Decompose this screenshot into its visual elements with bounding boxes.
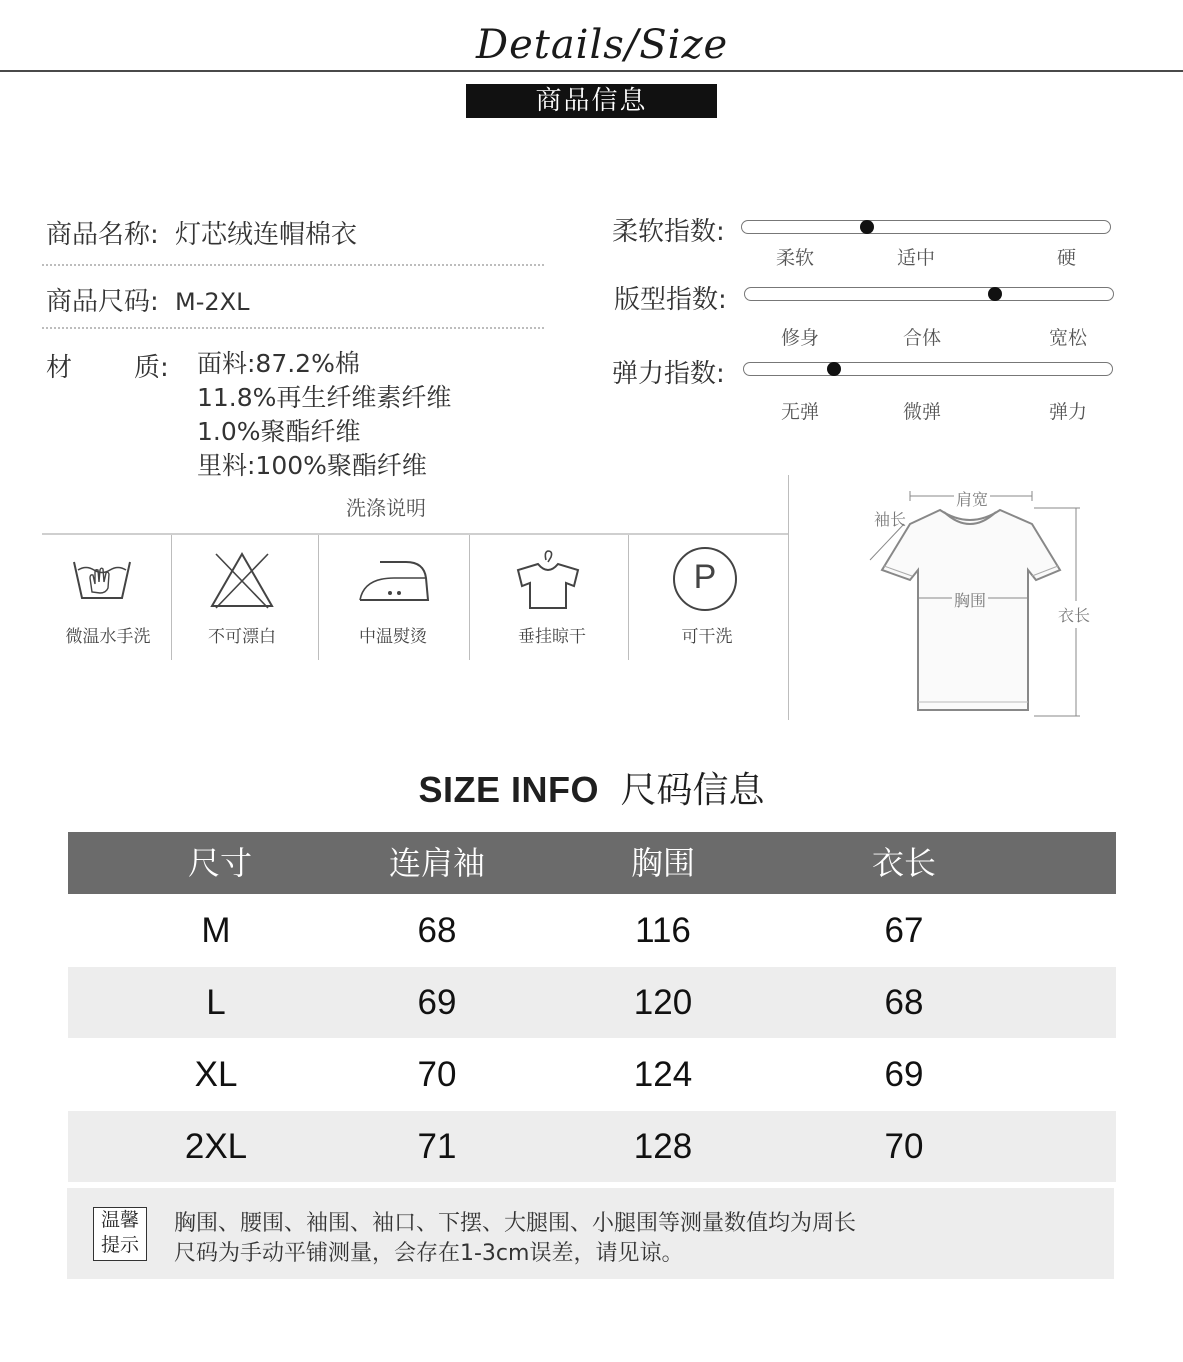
care-label: 垂挂晾干 — [518, 627, 586, 647]
table-cell: 120 — [633, 983, 693, 1022]
diagram-shoulder-label: 肩宽 — [954, 487, 990, 510]
column-header: 连肩袖 — [388, 844, 485, 882]
index-marker — [827, 362, 841, 376]
table-row — [68, 895, 1116, 966]
header-rule — [0, 70, 1183, 72]
index-tick: 合体 — [903, 327, 942, 349]
table-cell: 128 — [633, 1127, 693, 1166]
care-item-hang-dry — [508, 546, 588, 616]
material-line: 里料:100%聚酯纤维 — [197, 451, 427, 480]
column-header: 胸围 — [630, 844, 695, 882]
no-bleach-icon — [202, 548, 282, 614]
tips-line: 尺码为手动平铺测量，会存在1-3cm误差，请见谅。 — [174, 1241, 684, 1266]
care-item-dry-clean — [668, 546, 748, 612]
index-tick: 硬 — [1057, 247, 1077, 269]
material-label-b: 质: — [134, 353, 169, 383]
table-cell: 124 — [633, 1055, 693, 1094]
index-track — [741, 220, 1111, 234]
material-label-a: 材 — [46, 353, 73, 383]
care-caption: 洗涤说明 — [346, 496, 426, 520]
index-tick: 柔软 — [776, 247, 815, 269]
care-separator — [628, 535, 629, 660]
care-item-no-bleach — [202, 548, 282, 618]
table-cell: 116 — [635, 911, 691, 950]
care-item-iron — [354, 548, 434, 618]
care-divider — [42, 533, 788, 535]
table-cell: 68 — [884, 983, 924, 1022]
care-label: 微温水手洗 — [65, 627, 151, 647]
index-label: 柔软指数: — [612, 217, 725, 247]
index-tick: 宽松 — [1049, 327, 1088, 349]
material-list — [197, 347, 451, 483]
page-title: 商品信息 — [466, 84, 717, 118]
index-tick: 无弹 — [781, 401, 820, 423]
care-label: 中温熨烫 — [359, 627, 427, 647]
material-label — [46, 347, 186, 381]
tips-badge-line: 提示 — [100, 1234, 139, 1256]
tips-badge — [93, 1207, 147, 1261]
index-track — [743, 362, 1113, 376]
table-cell: 67 — [884, 911, 924, 950]
column-header: 尺寸 — [187, 844, 252, 882]
dry-clean-glyph: P — [693, 558, 717, 596]
iron-icon — [354, 548, 434, 614]
product-name-row — [46, 214, 357, 251]
index-tick: 微弹 — [903, 401, 942, 423]
tips-line: 胸围、腰围、袖围、袖口、下摆、大腿围、小腿围等测量数值均为周长 — [174, 1211, 857, 1236]
table-cell: M — [201, 911, 231, 950]
table-row — [68, 967, 1116, 1038]
index-label: 版型指数: — [614, 285, 727, 315]
diagram-chest-label: 胸围 — [952, 588, 988, 611]
care-label: 不可漂白 — [208, 627, 276, 647]
table-row — [68, 1111, 1116, 1182]
size-info-title — [0, 762, 1183, 813]
divider — [42, 264, 544, 266]
diagram-sleeve-label: 袖长 — [874, 510, 907, 529]
table-cell: 71 — [417, 1127, 457, 1166]
material-line: 1.0%聚酯纤维 — [197, 417, 361, 446]
hang-dry-icon — [508, 546, 588, 612]
index-tick: 修身 — [781, 327, 820, 349]
divider — [42, 327, 544, 329]
table-row — [68, 1039, 1116, 1110]
index-label: 弹力指数: — [612, 359, 725, 389]
table-cell: 68 — [417, 911, 457, 950]
index-marker — [988, 287, 1002, 301]
care-item-hand-wash — [66, 548, 146, 618]
material-line: 11.8%再生纤维素纤维 — [197, 383, 452, 412]
index-track — [744, 287, 1114, 301]
material-line: 面料:87.2%棉 — [197, 349, 360, 378]
table-cell: 69 — [417, 983, 457, 1022]
column-header: 衣长 — [871, 844, 936, 882]
hand-wash-icon — [66, 548, 146, 614]
table-cell: 2XL — [184, 1127, 248, 1166]
table-cell: 70 — [417, 1055, 457, 1094]
index-tick: 适中 — [897, 247, 936, 269]
table-cell: 69 — [884, 1055, 924, 1094]
product-size-value: M-2XL — [175, 288, 250, 316]
product-size-label: 商品尺码: — [46, 287, 159, 317]
product-name-value: 灯芯绒连帽棉衣 — [175, 220, 358, 250]
index-tick: 弹力 — [1049, 401, 1088, 423]
table-cell: L — [206, 983, 226, 1022]
care-separator — [318, 535, 319, 660]
index-marker — [860, 220, 874, 234]
diagram-divider — [788, 475, 789, 720]
product-name-label: 商品名称: — [46, 220, 159, 250]
table-cell: 70 — [884, 1127, 924, 1166]
size-table-header — [68, 832, 1116, 894]
care-separator — [469, 535, 470, 660]
table-cell: XL — [194, 1055, 238, 1094]
tips-badge-line: 温馨 — [100, 1209, 139, 1231]
product-size-row — [46, 281, 249, 318]
size-info-title-cn: 尺码信息 — [620, 770, 765, 811]
care-label: 可干洗 — [681, 627, 733, 647]
diagram-length-label: 衣长 — [1058, 601, 1090, 628]
header-script-title: Details/Size — [470, 20, 734, 70]
size-info-title-en: SIZE INFO — [418, 769, 600, 810]
